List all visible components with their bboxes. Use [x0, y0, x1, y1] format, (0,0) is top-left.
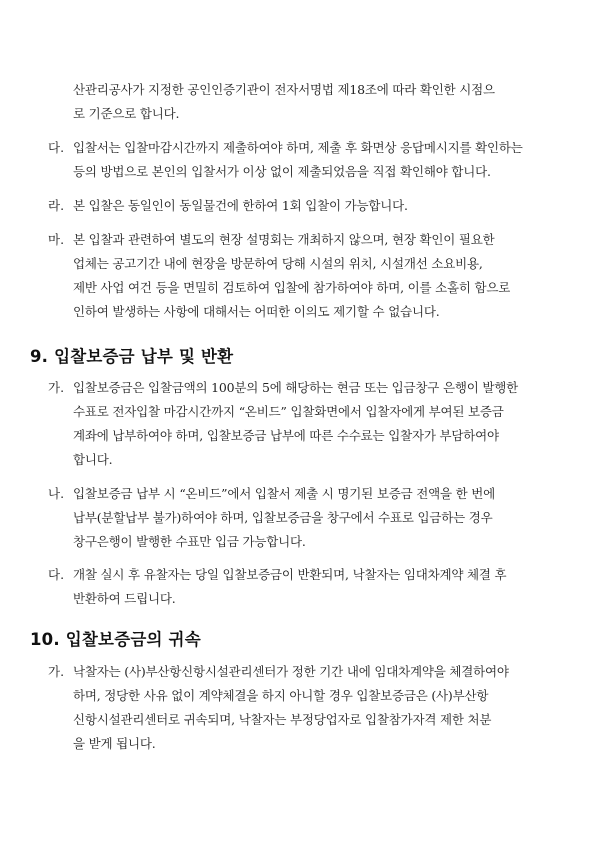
- text-line: 제반 사업 여건 등을 면밀히 검토하여 입찰에 참가하여야 하며, 이를 소홀히 함으로: [73, 280, 511, 295]
- item-marker: 라.: [48, 198, 65, 213]
- text-line: 산관리공사가 지정한 공인인증기관이 전자서명법 제18조에 따라 확인한 시점으: [73, 82, 495, 97]
- text-line: 입찰보증금은 입찰금액의 100분의 5에 해당하는 현금 또는 입금창구 은행이 발행한: [73, 380, 518, 395]
- paragraph-lines: [73, 136, 568, 184]
- text-line: 수표로 전자입찰 마감시간까지 “온비드” 입찰화면에서 입찰자에게 부여된 보증금: [73, 404, 504, 419]
- paragraph-lines: [73, 376, 568, 472]
- text-line: 등의 방법으로 본인의 입찰서가 이상 없이 제출되었음을 직접 확인해야 합니다.: [73, 164, 491, 179]
- paragraph-lines: [73, 228, 568, 324]
- section-10-heading: 10. 입찰보증금의 귀속: [30, 630, 201, 649]
- item-marker: 마.: [48, 232, 65, 247]
- paragraph-lines: [73, 194, 568, 218]
- paragraph-lines: [73, 482, 568, 554]
- text-line: 입찰보증금 납부 시 “온비드”에서 입찰서 제출 시 명기된 보증금 전액을 한 번에: [73, 486, 496, 501]
- text-line: 납부(분할납부 불가)하여야 하며, 입찰보증금을 창구에서 수표로 입금하는 경우: [73, 510, 493, 525]
- text-line: 하며, 정당한 사유 없이 계약체결을 하지 아니할 경우 입찰보증금은 (사)부산항: [73, 688, 489, 703]
- item-marker: 가.: [48, 664, 65, 679]
- text-line: 창구은행이 발행한 수표만 입금 가능합니다.: [73, 534, 306, 549]
- text-line: 입찰서는 입찰마감시간까지 제출하여야 하며, 제출 후 화면상 응답메시지를 확인하는: [73, 140, 523, 155]
- text-line: 반환하여 드립니다.: [73, 591, 176, 606]
- paragraph-lines: [73, 78, 568, 126]
- text-line: 인하여 발생하는 사항에 대해서는 어떠한 이의도 제기할 수 없습니다.: [73, 304, 440, 319]
- text-line: 합니다.: [73, 452, 113, 467]
- paragraph-lines: [73, 563, 568, 611]
- paragraph-lines: [73, 660, 568, 756]
- text-line: 본 입찰과 관련하여 별도의 현장 설명회는 개최하지 않으며, 현장 확인이 필요한: [73, 232, 495, 247]
- text-line: 신항시설관리센터로 귀속되며, 낙찰자는 부정당업자로 입찰참가자격 제한 처분: [73, 712, 492, 727]
- item-marker: 다.: [48, 567, 65, 582]
- text-line: 계좌에 납부하여야 하며, 입찰보증금 납부에 따른 수수료는 입찰자가 부담하여야: [73, 428, 499, 443]
- text-line: 개찰 실시 후 유찰자는 당일 입찰보증금이 반환되며, 낙찰자는 임대차계약 체결 후: [73, 567, 507, 582]
- text-line: 업체는 공고기간 내에 현장을 방문하여 당해 시설의 위치, 시설개선 소요비용,: [73, 256, 483, 271]
- text-line: 로 기준으로 합니다.: [73, 106, 180, 121]
- text-line: 본 입찰은 동일인이 동일물건에 한하여 1회 입찰이 가능합니다.: [73, 198, 408, 213]
- text-line: 낙찰자는 (사)부산항신항시설관리센터가 정한 기간 내에 임대차계약을 체결하여야: [73, 664, 509, 679]
- text-line: 을 받게 됩니다.: [73, 736, 156, 751]
- item-marker: 나.: [48, 486, 65, 501]
- item-marker: 다.: [48, 140, 65, 155]
- item-marker: 가.: [48, 380, 65, 395]
- section-9-heading: 9. 입찰보증금 납부 및 반환: [30, 347, 234, 366]
